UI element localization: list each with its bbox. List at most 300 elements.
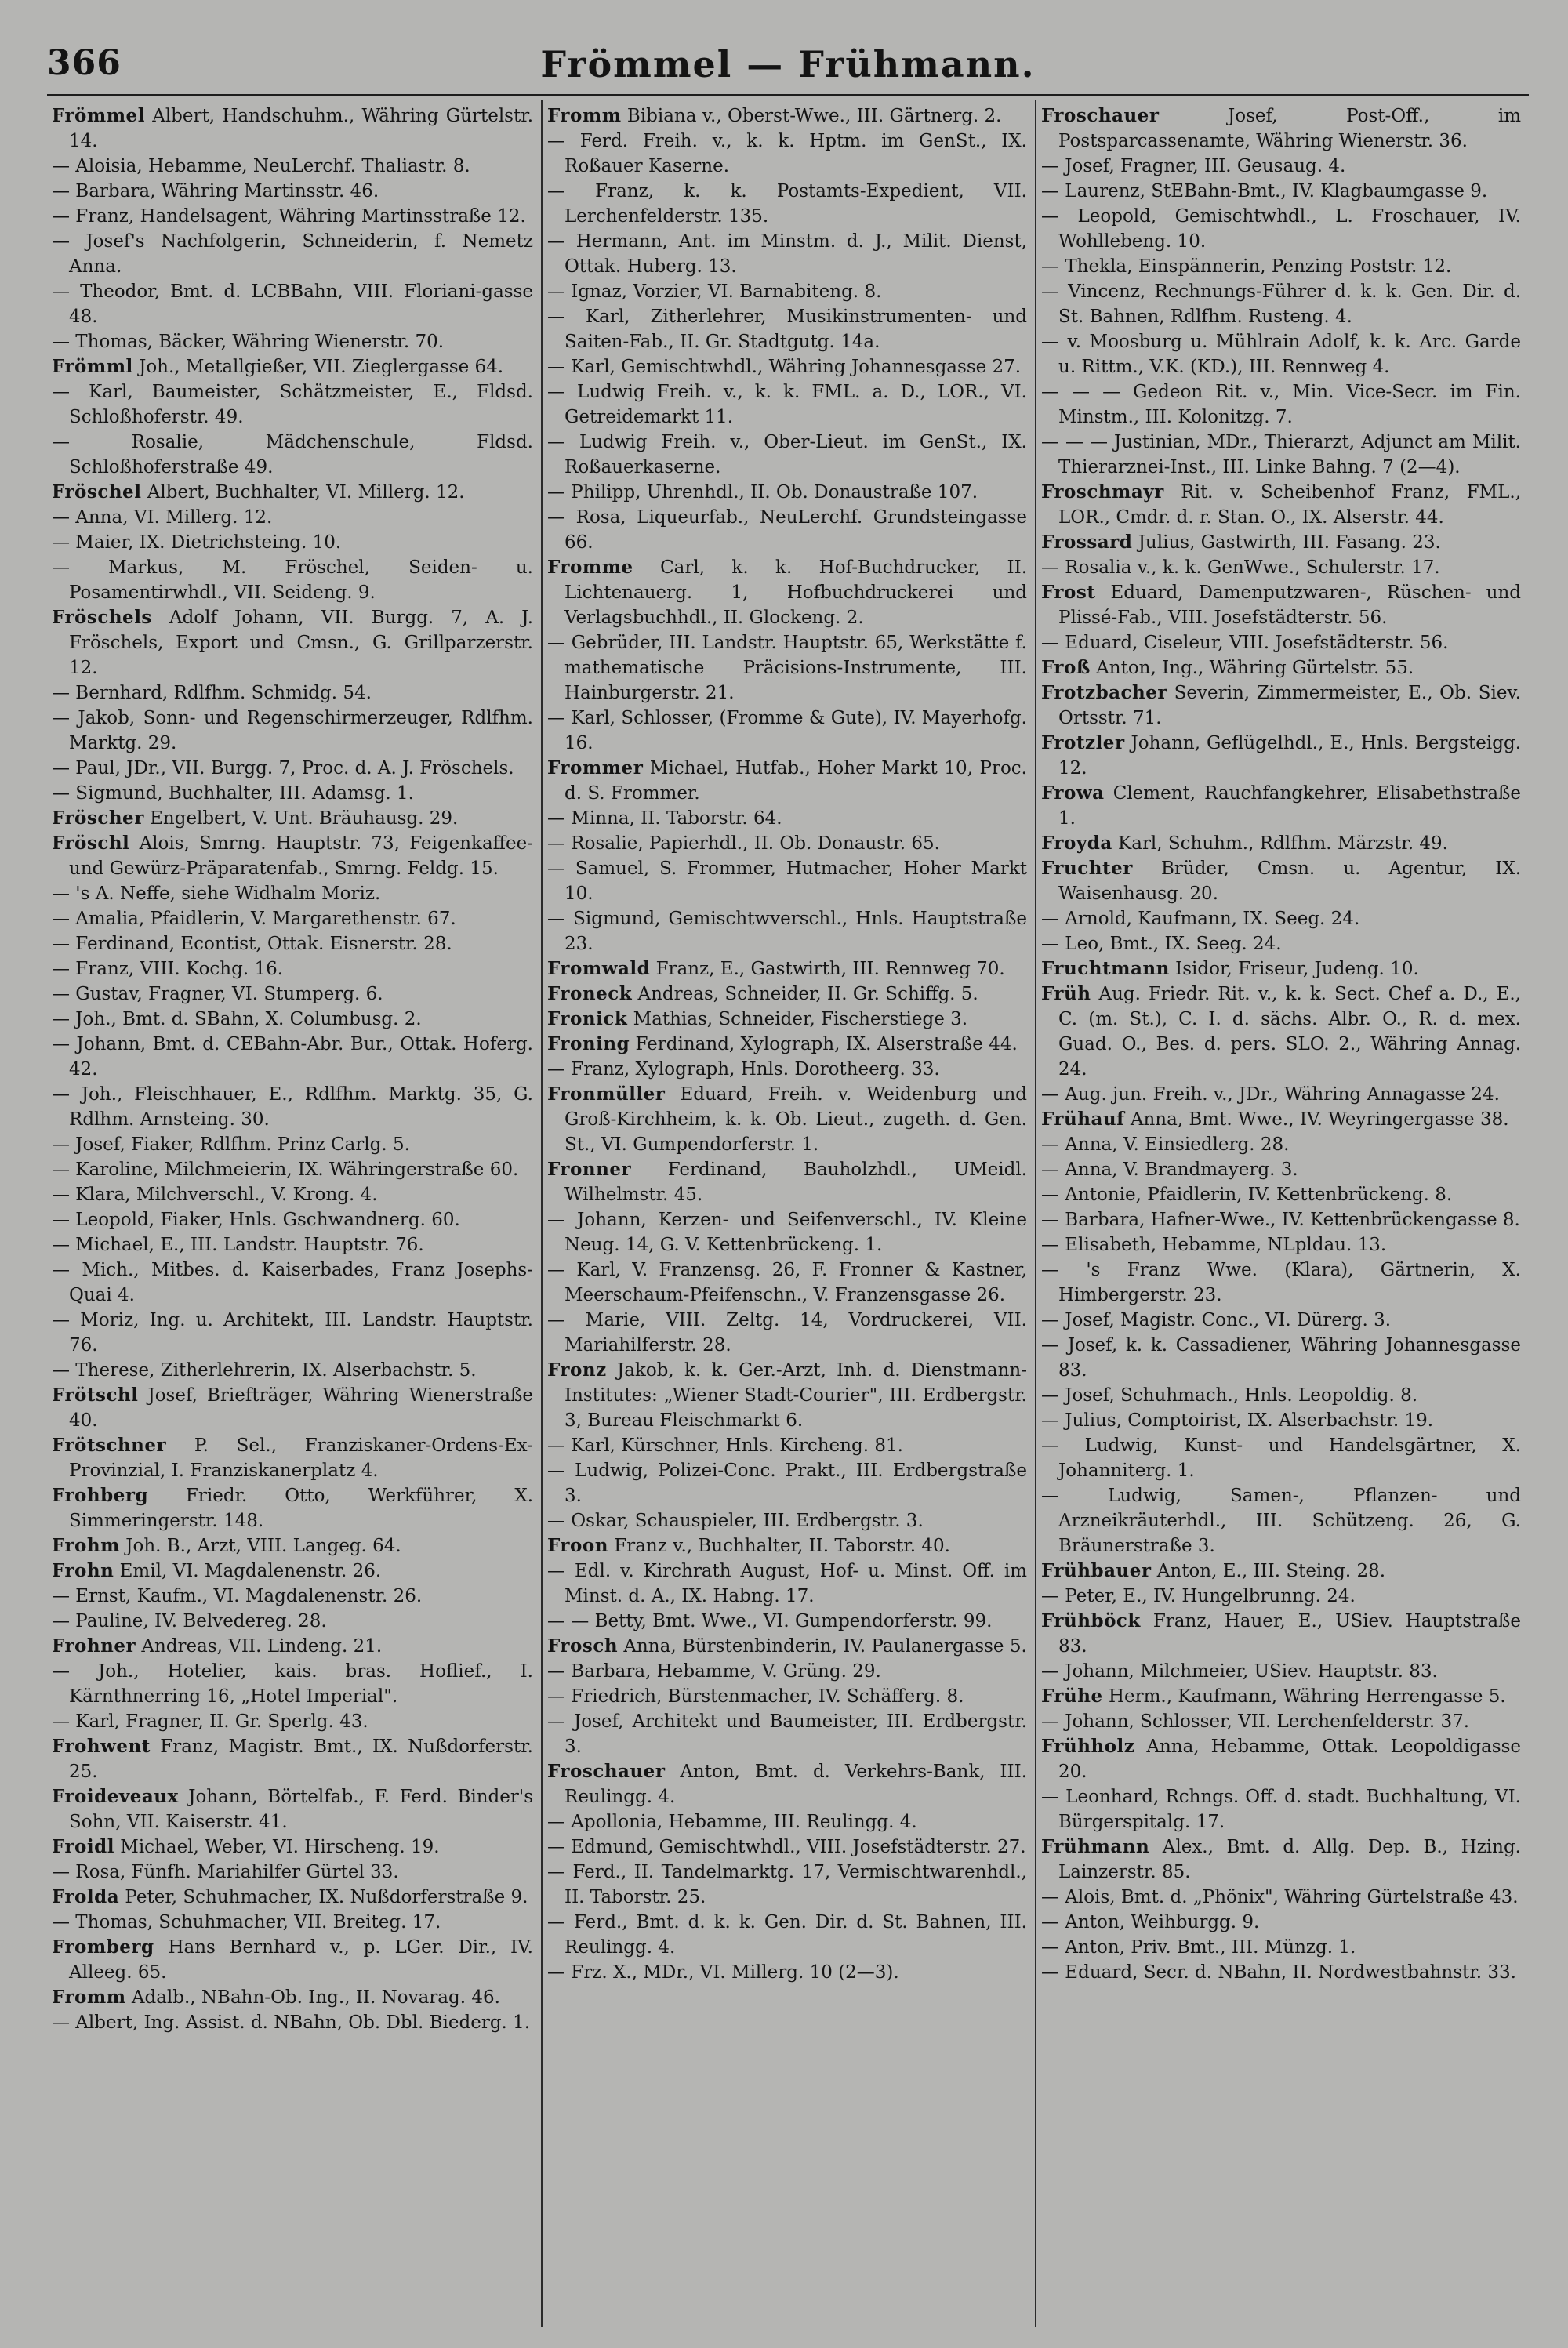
directory-entry xyxy=(1041,1207,1521,1232)
entry-text: — v. Moosburg u. Mühlrain Adolf, k. k. Arc. Garde u. Rittm., V.K. (KD.), III. Rennweg 4. xyxy=(1041,332,1521,377)
entry-text: — Franz, Xylograph, Hnls. Dorotheerg. 33. xyxy=(547,1059,940,1080)
entry-surname: Frühe xyxy=(1041,1686,1103,1707)
entry-text: — Karl, Fragner, II. Gr. Sperlg. 43. xyxy=(52,1711,368,1732)
entry-surname: Froneck xyxy=(547,983,633,1004)
entry-text: — Ludwig Freih. v., Ober-Lieut. im GenSt., IX. Roßauerkaserne. xyxy=(547,432,1027,477)
directory-entry xyxy=(547,1508,1027,1533)
directory-entry xyxy=(547,1007,1027,1032)
entry-text: — Therese, Zitherlehrerin, IX. Alserbachstr. 5. xyxy=(52,1360,477,1381)
entry-text: Isidor, Friseur, Judeng. 10. xyxy=(1175,959,1419,979)
directory-entry xyxy=(547,1759,1027,1809)
entry-text: — — — Justinian, MDr., Thierarzt, Adjunct am Milit. Thierarznei-Inst., III. Linke Bahng. 7 (2—4). xyxy=(1041,432,1521,477)
directory-entry xyxy=(52,706,533,756)
directory-entry xyxy=(52,1985,533,2010)
entry-text: Franz, Hauer, E., USiev. Hauptstraße 83. xyxy=(1058,1611,1522,1657)
entry-surname: Frühmann xyxy=(1041,1836,1150,1857)
entry-text: Andreas, Schneider, II. Gr. Schiffg. 5. xyxy=(637,984,978,1004)
entry-text: — Ludwig, Polizei-Conc. Prakt., III. Erdbergstraße 3. xyxy=(547,1461,1027,1506)
entry-text: Eduard, Freih. v. Weidenburg und Groß-Kirchheim, k. k. Ob. Lieut., zugeth. d. Gen. St., VI. Gumpendorferstr. 1. xyxy=(564,1084,1027,1155)
entry-surname: Froschauer xyxy=(547,1761,666,1782)
directory-entry xyxy=(52,1784,533,1834)
entry-text: — Apollonia, Hebamme, III. Reulingg. 4. xyxy=(547,1812,917,1832)
directory-entry xyxy=(1041,1308,1521,1333)
directory-entry xyxy=(52,1659,533,1709)
directory-entry xyxy=(1041,1257,1521,1308)
directory-entry xyxy=(52,1634,533,1659)
entry-text: — Markus, M. Fröschel, Seiden- u. Posamentirwhdl., VII. Seideng. 9. xyxy=(52,557,533,603)
entry-text: Ferdinand, Bauholzhdl., UMeidl. Wilhelmstr. 45. xyxy=(564,1159,1027,1205)
entry-surname: Frühholz xyxy=(1041,1736,1135,1757)
directory-entry xyxy=(52,480,533,505)
entry-text: — Ludwig, Kunst- und Handelsgärtner, X. Johanniterg. 1. xyxy=(1041,1435,1521,1481)
directory-entry xyxy=(52,1358,533,1383)
entry-text: Ferdinand, Xylograph, IX. Alserstraße 44. xyxy=(635,1034,1018,1054)
directory-entry xyxy=(52,530,533,555)
entry-text: Peter, Schuhmacher, IX. Nußdorferstraße 9. xyxy=(125,1887,528,1907)
entry-text: — Johann, Bmt. d. CEBahn-Abr. Bur., Ottak. Hoferg. 42. xyxy=(52,1034,533,1080)
directory-entry xyxy=(547,103,1027,129)
entry-text: Michael, Weber, VI. Hirscheng. 19. xyxy=(120,1837,440,1857)
directory-entry xyxy=(52,1860,533,1885)
entry-surname: Frolda xyxy=(52,1886,120,1907)
directory-entry xyxy=(1041,1960,1521,1985)
entry-text: Carl, k. k. Hof-Buchdrucker, II. Lichtenauerg. 1, Hofbuchdruckerei und Verlagsbuchhdl., II. Glockeng. 2. xyxy=(564,557,1028,628)
entry-text: — Joh., Hotelier, kais. bras. Hoflief., I. Kärnthnerring 16, „Hotel Imperial". xyxy=(52,1661,533,1707)
entry-text: — Karoline, Milchmeierin, IX. Währingerstraße 60. xyxy=(52,1159,519,1180)
directory-entry xyxy=(52,179,533,204)
entry-text: Alois, Smrng. Hauptstr. 73, Feigenkaffee- und Gewürz-Präparatenfab., Smrng. Feldg. 15. xyxy=(69,833,534,879)
entry-surname: Froß xyxy=(1041,657,1091,678)
directory-entry xyxy=(547,1057,1027,1082)
entry-text: — Franz, k. k. Postamts-Expedient, VII. Lerchenfelderstr. 135. xyxy=(547,181,1027,227)
directory-entry xyxy=(1041,379,1521,430)
entry-surname: Frohner xyxy=(52,1635,136,1657)
entry-text: — Rosalie, Mädchenschule, Fldsd. Schloßhoferstraße 49. xyxy=(52,432,533,477)
directory-entry xyxy=(52,1182,533,1207)
directory-entry xyxy=(1041,1935,1521,1960)
entry-text: — Ferdinand, Econtist, Ottak. Eisnerstr. 28. xyxy=(52,934,452,954)
directory-entry xyxy=(52,1734,533,1784)
entry-surname: Fromm xyxy=(547,105,622,126)
entry-text: — Julius, Comptoirist, IX. Alserbachstr. 19. xyxy=(1041,1410,1434,1431)
directory-entry xyxy=(547,480,1027,505)
entry-text: Severin, Zimmermeister, E., Ob. Siev. Ortsstr. 71. xyxy=(1058,683,1522,728)
directory-entry xyxy=(1041,1433,1521,1483)
entry-surname: Fronick xyxy=(547,1008,628,1029)
entry-surname: Frohwent xyxy=(52,1736,151,1757)
entry-text: — Oskar, Schauspieler, III. Erdbergstr. 3. xyxy=(547,1511,924,1531)
directory-entry xyxy=(547,1609,1027,1634)
entry-text: — Anna, V. Brandmayerg. 3. xyxy=(1041,1159,1298,1180)
entry-surname: Frühböck xyxy=(1041,1610,1141,1631)
directory-entry xyxy=(1041,1232,1521,1257)
entry-text: Adolf Johann, VII. Burgg. 7, A. J. Fröschels, Export und Cmsn., G. Grillparzerstr. 12. xyxy=(69,608,534,678)
directory-entry xyxy=(52,1834,533,1860)
header-rule xyxy=(47,94,1529,96)
entry-text: — Josef, Architekt und Baumeister, III. Erdbergstr. 3. xyxy=(547,1711,1027,1757)
entry-text: — Eduard, Secr. d. NBahn, II. Nordwestbahnstr. 33. xyxy=(1041,1962,1516,1983)
directory-entry xyxy=(52,505,533,530)
entry-surname: Frosch xyxy=(547,1635,619,1657)
entry-text: Julius, Gastwirth, III. Fasang. 23. xyxy=(1138,532,1441,553)
entry-text: Alex., Bmt. d. Allg. Dep. B., Hzing. Lainzerstr. 85. xyxy=(1058,1837,1521,1882)
entry-text: — Marie, VIII. Zeltg. 14, Vordruckerei, VII. Mariahilferstr. 28. xyxy=(547,1310,1027,1355)
entry-surname: Froschauer xyxy=(1041,105,1160,126)
directory-entry xyxy=(52,329,533,354)
directory-entry xyxy=(52,1007,533,1032)
entry-text: — Mich., Mitbes. d. Kaiserbades, Franz Josephs-Quai 4. xyxy=(52,1260,533,1305)
directory-entry xyxy=(52,379,533,430)
entry-text: Emil, VI. Magdalenenstr. 26. xyxy=(119,1561,382,1581)
entry-surname: Früh xyxy=(1041,983,1091,1004)
directory-entry xyxy=(1041,1734,1521,1784)
entry-surname: Frötschner xyxy=(52,1435,167,1456)
directory-entry xyxy=(1041,1082,1521,1107)
directory-entry xyxy=(1041,1107,1521,1132)
entry-surname: Fruchtmann xyxy=(1041,958,1170,979)
directory-entry xyxy=(547,354,1027,379)
directory-entry xyxy=(1041,731,1521,781)
entry-surname: Frühauf xyxy=(1041,1109,1125,1130)
entry-text: Mathias, Schneider, Fischerstiege 3. xyxy=(633,1009,968,1029)
directory-entry xyxy=(1041,781,1521,831)
directory-entry xyxy=(52,1232,533,1257)
entry-text: — Sigmund, Buchhalter, III. Adamsg. 1. xyxy=(52,783,414,804)
directory-entry xyxy=(52,2010,533,2035)
entry-surname: Frowa xyxy=(1041,782,1105,804)
entry-text: — Franz, VIII. Kochg. 16. xyxy=(52,959,284,979)
directory-entry xyxy=(1041,530,1521,555)
entry-text: Aug. Friedr. Rit. v., k. k. Sect. Chef a. D., E., C. (m. St.), C. I. d. sächs. Albr. O., R. d. mex. Guad. O., Bes. d. pers. SLO. 2., Währing Annag. 24. xyxy=(1058,984,1521,1080)
entry-text: — Thomas, Bäcker, Währing Wienerstr. 70. xyxy=(52,332,445,352)
column-left xyxy=(47,100,541,2327)
entry-text: Franz, E., Gastwirth, III. Rennweg 70. xyxy=(655,959,1005,979)
directory-entry xyxy=(547,1433,1027,1458)
entry-text: — Hermann, Ant. im Minstm. d. J., Milit. Dienst, Ottak. Huberg. 13. xyxy=(547,231,1027,277)
entry-text: — Karl, V. Franzensg. 26, F. Fronner & Kastner, Meerschaum-Pfeifenschn., V. Franzensgasse 26. xyxy=(547,1260,1027,1305)
entry-text: — Edl. v. Kirchrath August, Hof- u. Minst. Off. im Minst. d. A., IX. Habng. 17. xyxy=(547,1561,1027,1606)
entry-text: Johann, Börtelfab., F. Ferd. Binder's Sohn, VII. Kaiserstr. 41. xyxy=(69,1787,533,1832)
directory-entry xyxy=(52,1584,533,1609)
directory-entry xyxy=(52,956,533,982)
directory-entry xyxy=(547,1458,1027,1508)
directory-entry xyxy=(52,229,533,279)
entry-surname: Froideveaux xyxy=(52,1786,179,1807)
page-number: 366 xyxy=(47,43,122,83)
entry-surname: Fromberg xyxy=(52,1936,154,1958)
entry-text: — Friedrich, Bürstenmacher, IV. Schäfferg. 8. xyxy=(547,1686,964,1707)
directory-entry xyxy=(1041,179,1521,204)
entry-text: — Maier, IX. Dietrichsteing. 10. xyxy=(52,532,342,553)
directory-entry xyxy=(52,1082,533,1132)
directory-entry xyxy=(547,1659,1027,1684)
directory-entry xyxy=(547,982,1027,1007)
entry-surname: Froon xyxy=(547,1535,608,1556)
directory-entry xyxy=(1041,204,1521,254)
entry-text: Brüder, Cmsn. u. Agentur, IX. Waisenhausg. 20. xyxy=(1058,858,1522,904)
entry-surname: Frohn xyxy=(52,1560,114,1581)
entry-text: — Gustav, Fragner, VI. Stumperg. 6. xyxy=(52,984,383,1004)
entry-text: — Karl, Zitherlehrer, Musikinstrumenten- und Saiten-Fab., II. Gr. Stadtgutg. 14a. xyxy=(547,307,1027,352)
entry-text: — Ernst, Kaufm., VI. Magdalenenstr. 26. xyxy=(52,1586,423,1606)
entry-text: — Minna, II. Taborstr. 64. xyxy=(547,808,782,829)
directory-entry xyxy=(1041,1910,1521,1935)
directory-entry xyxy=(1041,856,1521,906)
directory-entry xyxy=(52,906,533,931)
entry-surname: Frohm xyxy=(52,1535,120,1556)
directory-entry xyxy=(1041,1157,1521,1182)
entry-text: Herm., Kaufmann, Währing Herrengasse 5. xyxy=(1108,1686,1506,1707)
entry-text: P. Sel., Franziskaner-Ordens-Ex-Provinzial, I. Franziskanerplatz 4. xyxy=(69,1435,534,1481)
entry-text: — Leo, Bmt., IX. Seeg. 24. xyxy=(1041,934,1282,954)
entry-text: — Edmund, Gemischtwhdl., VIII. Josefstädterstr. 27. xyxy=(547,1837,1026,1857)
directory-entry xyxy=(1041,982,1521,1082)
directory-entry xyxy=(547,505,1027,555)
directory-entry xyxy=(52,1433,533,1483)
running-title: Frömmel — Frühmann. xyxy=(540,43,1036,85)
entry-text: — Ferd., II. Tandelmarktg. 17, Vermischtwarenhdl., II. Taborstr. 25. xyxy=(547,1862,1027,1907)
entry-text: Anna, Bürstenbinderin, IV. Paulanergasse 5. xyxy=(623,1636,1027,1657)
entry-text: — Leopold, Gemischtwhdl., L. Froschauer, IV. Wohllebeng. 10. xyxy=(1041,206,1521,252)
entry-text: — Frz. X., MDr., VI. Millerg. 10 (2—3). xyxy=(547,1962,899,1983)
entry-surname: Froschmayr xyxy=(1041,481,1164,503)
directory-entry xyxy=(52,1207,533,1232)
entry-text: Michael, Hutfab., Hoher Markt 10, Proc. d. S. Frommer. xyxy=(564,758,1027,804)
entry-text: — Arnold, Kaufmann, IX. Seeg. 24. xyxy=(1041,909,1360,929)
entry-text: — — Betty, Bmt. Wwe., VI. Gumpendorferstr. 99. xyxy=(547,1611,993,1631)
directory-entry xyxy=(1041,1609,1521,1659)
directory-entry xyxy=(547,304,1027,354)
directory-entry xyxy=(52,555,533,605)
entry-surname: Fromwald xyxy=(547,958,651,979)
directory-entry xyxy=(52,680,533,706)
directory-entry xyxy=(1041,279,1521,329)
entry-text: — Theodor, Bmt. d. LCBBahn, VIII. Floriani-gasse 48. xyxy=(52,281,533,327)
entry-surname: Frommer xyxy=(547,757,644,778)
entry-text: — Josef's Nachfolgerin, Schneiderin, f. Nemetz Anna. xyxy=(52,231,533,277)
directory-entry xyxy=(52,1308,533,1358)
entry-text: — 's Franz Wwe. (Klara), Gärtnerin, X. Himbergerstr. 23. xyxy=(1041,1260,1521,1305)
directory-entry xyxy=(1041,931,1521,956)
entry-text: — — — Gedeon Rit. v., Min. Vice-Secr. im Fin. Minstm., III. Kolonitzg. 7. xyxy=(1041,382,1521,427)
directory-entry xyxy=(1041,1333,1521,1383)
entry-surname: Fröschel xyxy=(52,481,142,503)
entry-text: — Josef, k. k. Cassadiener, Währing Johannesgasse 83. xyxy=(1041,1335,1521,1381)
entry-text: — Bernhard, Rdlfhm. Schmidg. 54. xyxy=(52,683,372,703)
directory-entry xyxy=(547,1860,1027,1910)
directory-entry xyxy=(547,756,1027,806)
directory-entry xyxy=(52,1157,533,1182)
entry-text: — Leonhard, Rchngs. Off. d. stadt. Buchhaltung, VI. Bürgerspitalg. 17. xyxy=(1041,1787,1521,1832)
directory-columns xyxy=(47,100,1529,2327)
entry-text: — Rosa, Fünfh. Mariahilfer Gürtel 33. xyxy=(52,1862,399,1882)
entry-text: — Barbara, Hebamme, V. Grüng. 29. xyxy=(547,1661,881,1682)
entry-text: — Ludwig Freih. v., k. k. FML. a. D., LOR., VI. Getreidemarkt 11. xyxy=(547,382,1027,427)
directory-entry xyxy=(52,1483,533,1533)
entry-text: — Vincenz, Rechnungs-Führer d. k. k. Gen. Dir. d. St. Bahnen, Rdlfhm. Rusteng. 4. xyxy=(1041,281,1521,327)
directory-entry xyxy=(52,756,533,781)
entry-text: — Anton, Weihburgg. 9. xyxy=(1041,1912,1260,1932)
entry-text: — Josef, Fragner, III. Geusaug. 4. xyxy=(1041,156,1346,176)
entry-surname: Frühbauer xyxy=(1041,1560,1152,1581)
directory-entry xyxy=(547,1257,1027,1308)
directory-entry xyxy=(52,1910,533,1935)
entry-text: — Barbara, Währing Martinsstr. 46. xyxy=(52,181,379,201)
entry-text: — Karl, Kürschner, Hnls. Kircheng. 81. xyxy=(547,1435,903,1456)
entry-surname: Frötschl xyxy=(52,1384,139,1406)
entry-text: — Josef, Magistr. Conc., VI. Dürerg. 3. xyxy=(1041,1310,1392,1330)
entry-text: — Eduard, Ciseleur, VIII. Josefstädterstr. 56. xyxy=(1041,633,1449,653)
entry-text: — Antonie, Pfaidlerin, IV. Kettenbrückeng. 8. xyxy=(1041,1185,1453,1205)
directory-entry xyxy=(52,103,533,154)
entry-text: — Anton, Priv. Bmt., III. Münzg. 1. xyxy=(1041,1937,1356,1958)
directory-entry xyxy=(547,956,1027,982)
entry-text: — Joh., Bmt. d. SBahn, X. Columbusg. 2. xyxy=(52,1009,422,1029)
entry-text: — Anna, VI. Millerg. 12. xyxy=(52,507,273,528)
entry-text: — Barbara, Hafner-Wwe., IV. Kettenbrückengasse 8. xyxy=(1041,1210,1520,1230)
directory-entry xyxy=(1041,1132,1521,1157)
directory-entry xyxy=(547,430,1027,480)
directory-entry xyxy=(52,1935,533,1985)
directory-entry xyxy=(1041,1709,1521,1734)
entry-text: — Philipp, Uhrenhdl., II. Ob. Donaustraße 107. xyxy=(547,482,978,503)
directory-entry xyxy=(547,1082,1027,1157)
entry-text: Anton, Ing., Währing Gürtelstr. 55. xyxy=(1096,658,1414,678)
directory-entry xyxy=(1041,1784,1521,1834)
entry-text: Anton, E., III. Steing. 28. xyxy=(1156,1561,1386,1581)
entry-text: — Ferd., Bmt. d. k. k. Gen. Dir. d. St. Bahnen, III. Reulingg. 4. xyxy=(547,1912,1027,1958)
entry-surname: Froyda xyxy=(1041,833,1112,854)
directory-entry xyxy=(547,1910,1027,1960)
directory-entry xyxy=(547,1809,1027,1834)
entry-surname: Frohberg xyxy=(52,1485,149,1506)
directory-entry xyxy=(547,1834,1027,1860)
directory-entry xyxy=(52,1383,533,1433)
entry-text: — Alois, Bmt. d. „Phönix", Währing Gürtelstraße 43. xyxy=(1041,1887,1519,1907)
entry-text: — Joh., Fleischhauer, E., Rdlfhm. Marktg. 35, G. Rdlhm. Arnsteing. 30. xyxy=(52,1084,533,1130)
entry-text: — Franz, Handelsagent, Währing Martinsstraße 12. xyxy=(52,206,526,227)
directory-entry xyxy=(52,354,533,379)
entry-text: — Johann, Schlosser, VII. Lerchenfelderstr. 37. xyxy=(1041,1711,1470,1732)
directory-entry xyxy=(547,1358,1027,1433)
directory-entry xyxy=(547,555,1027,630)
directory-entry xyxy=(52,430,533,480)
entry-text: — Karl, Gemischtwhdl., Währing Johannesgasse 27. xyxy=(547,357,1022,377)
column-middle xyxy=(541,100,1035,2327)
entry-surname: Fronmüller xyxy=(547,1083,666,1105)
entry-surname: Frost xyxy=(1041,582,1096,603)
directory-entry xyxy=(547,1559,1027,1609)
directory-entry xyxy=(52,1885,533,1910)
entry-text: — Johann, Milchmeier, USiev. Hauptstr. 83. xyxy=(1041,1661,1438,1682)
directory-entry xyxy=(1041,580,1521,630)
entry-text: Albert, Buchhalter, VI. Millerg. 12. xyxy=(147,482,465,503)
directory-entry xyxy=(1041,1483,1521,1559)
entry-text: — Jakob, Sonn- und Regenschirmerzeuger, Rdlfhm. Marktg. 29. xyxy=(52,708,533,753)
directory-entry xyxy=(1041,680,1521,731)
entry-text: Andreas, VII. Lindeng. 21. xyxy=(141,1636,383,1657)
entry-surname: Fromme xyxy=(547,557,633,578)
entry-surname: Fromm xyxy=(52,1987,126,2008)
directory-entry xyxy=(1041,555,1521,580)
directory-entry xyxy=(547,806,1027,831)
directory-entry xyxy=(1041,103,1521,154)
directory-entry xyxy=(52,831,533,881)
entry-text: Albert, Handschuhm., Währing Gürtelstr. 14. xyxy=(69,106,534,151)
entry-text: — Peter, E., IV. Hungelbrunng. 24. xyxy=(1041,1586,1356,1606)
entry-text: Rit. v. Scheibenhof Franz, FML., LOR., Cmdr. d. r. Stan. O., IX. Alserstr. 44. xyxy=(1058,482,1521,528)
directory-entry xyxy=(547,379,1027,430)
directory-entry xyxy=(1041,480,1521,530)
entry-surname: Fronner xyxy=(547,1159,632,1180)
entry-text: Franz v., Buchhalter, II. Taborstr. 40. xyxy=(614,1536,950,1556)
entry-text: — Rosa, Liqueurfab., NeuLerchf. Grundsteingasse 66. xyxy=(547,507,1027,553)
directory-entry xyxy=(547,1308,1027,1358)
entry-surname: Fröschels xyxy=(52,607,152,628)
directory-entry xyxy=(52,279,533,329)
directory-entry xyxy=(547,1634,1027,1659)
directory-entry xyxy=(547,279,1027,304)
entry-text: Hans Bernhard v., p. LGer. Dir., IV. Alleeg. 65. xyxy=(69,1937,533,1983)
directory-entry xyxy=(547,1032,1027,1057)
entry-text: Eduard, Damenputzwaren-, Rüschen- und Plissé-Fab., VIII. Josefstädterstr. 56. xyxy=(1058,582,1522,628)
entry-text: — Thekla, Einspännerin, Penzing Poststr. 12. xyxy=(1041,256,1452,277)
directory-entry xyxy=(1041,1659,1521,1684)
entry-text: — Ludwig, Samen-, Pflanzen- und Arzneikräuterhdl., III. Schützeng. 26, G. Bräunerstraße 3. xyxy=(1041,1486,1521,1556)
entry-text: — Albert, Ing. Assist. d. NBahn, Ob. Dbl. Biederg. 1. xyxy=(52,2012,531,2033)
entry-surname: Froning xyxy=(547,1033,630,1054)
entry-text: — Laurenz, StEBahn-Bmt., IV. Klagbaumgasse 9. xyxy=(1041,181,1488,201)
directory-entry xyxy=(1041,154,1521,179)
entry-surname: Frömml xyxy=(52,356,133,377)
directory-entry xyxy=(52,1132,533,1157)
directory-entry xyxy=(1041,1684,1521,1709)
directory-entry xyxy=(1041,630,1521,655)
entry-text: — Rosalia v., k. k. GenWwe., Schulerstr. 17. xyxy=(1041,557,1440,578)
directory-entry xyxy=(52,931,533,956)
entry-text: Joh., Metallgießer, VII. Zieglergasse 64. xyxy=(139,357,504,377)
entry-surname: Froidl xyxy=(52,1836,114,1857)
directory-entry xyxy=(52,1709,533,1734)
directory-entry xyxy=(547,1709,1027,1759)
entry-text: Johann, Geflügelhdl., E., Hnls. Bergsteigg. 12. xyxy=(1058,733,1522,778)
entry-surname: Fröscher xyxy=(52,807,144,829)
entry-text: — Ignaz, Vorzier, VI. Barnabiteng. 8. xyxy=(547,281,882,302)
directory-entry xyxy=(1041,655,1521,680)
directory-entry xyxy=(547,179,1027,229)
directory-entry xyxy=(547,1960,1027,1985)
directory-entry xyxy=(52,1257,533,1308)
directory-entry xyxy=(52,1032,533,1082)
entry-text: — Johann, Kerzen- und Seifenverschl., IV. Kleine Neug. 14, G. V. Kettenbrückeng. 1. xyxy=(547,1210,1027,1255)
entry-surname: Frossard xyxy=(1041,532,1133,553)
directory-entry xyxy=(52,781,533,806)
directory-entry xyxy=(1041,329,1521,379)
column-right xyxy=(1035,100,1529,2327)
entry-text: — Amalia, Pfaidlerin, V. Margarethenstr. 67. xyxy=(52,909,456,929)
directory-entry xyxy=(1041,430,1521,480)
directory-entry xyxy=(547,706,1027,756)
entry-text: — Gebrüder, III. Landstr. Hauptstr. 65, Werkstätte f. mathematische Präcisions-Instrumente, III. Hainburgerstr. 21. xyxy=(547,633,1027,703)
directory-entry xyxy=(1041,906,1521,931)
entry-text: — Thomas, Schuhmacher, VII. Breiteg. 17. xyxy=(52,1912,441,1932)
directory-entry xyxy=(52,605,533,680)
entry-text: Anna, Hebamme, Ottak. Leopoldigasse 20. xyxy=(1058,1737,1522,1782)
entry-text: — Aloisia, Hebamme, NeuLerchf. Thaliastr. 8. xyxy=(52,156,470,176)
entry-text: — Pauline, IV. Belvedereg. 28. xyxy=(52,1611,327,1631)
directory-entry xyxy=(52,982,533,1007)
directory-entry xyxy=(52,204,533,229)
